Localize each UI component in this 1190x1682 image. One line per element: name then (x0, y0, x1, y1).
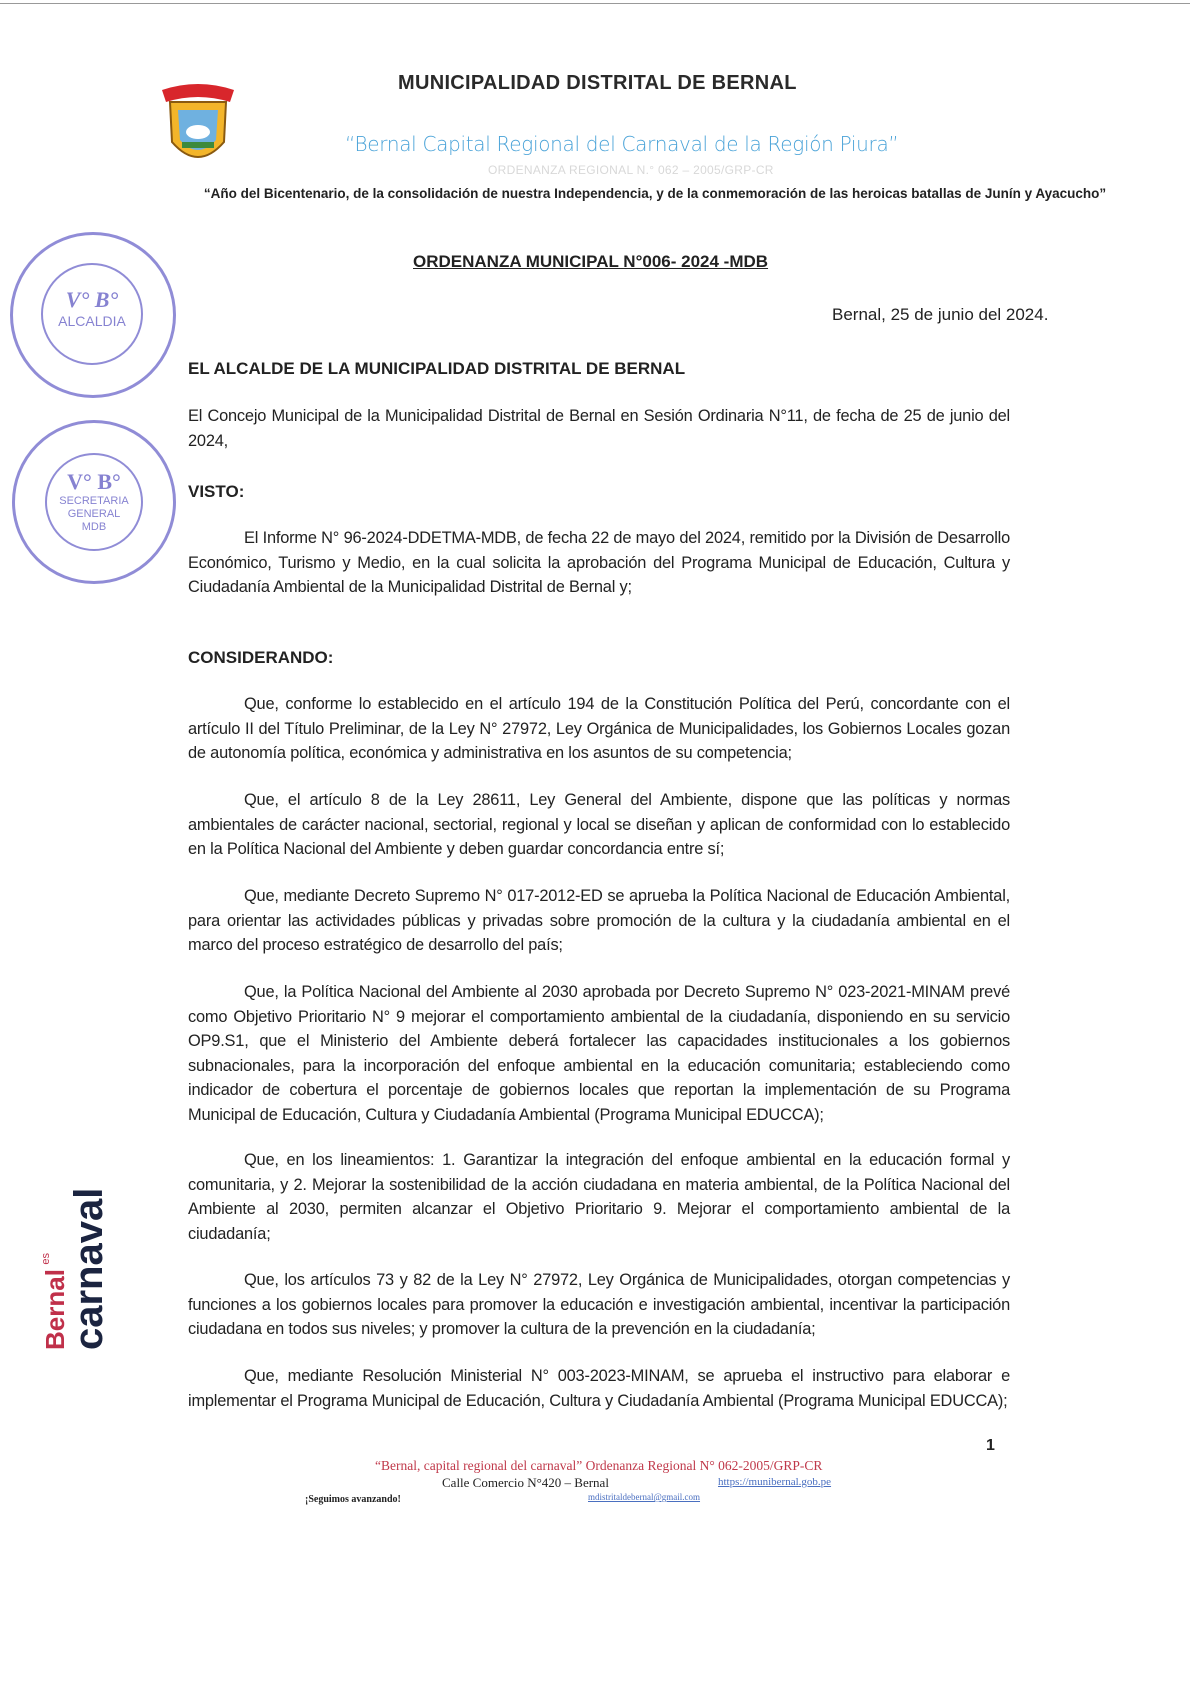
scan-edge-line (0, 3, 1190, 4)
intro-paragraph: El Concejo Municipal de la Municipalidad Distrital de Bernal en Sesión Ordinaria N°11, de fecha de 25 de junio del 2024, (188, 407, 1010, 450)
considerando-paragraph: Que, en los lineamientos: 1. Garantizar la integración del enfoque ambiental en la educación formal y comunitaria, y 2. Mejorar la sostenibilidad de la acción ciudadana en materia ambiental, de la Política Nacional del Ambiente al 2030, permiten alcanzar el Objetivo Prioritario 9. Mejorar el comportamiento ambiental de la ciudadanía; (188, 1151, 1010, 1243)
stamp-vobo: V° B° (67, 469, 121, 494)
stamp-label: SECRETARIA GENERAL MDB (59, 495, 129, 533)
visto-heading: VISTO: (188, 482, 245, 501)
municipal-crest-logo (158, 80, 238, 172)
considerando-heading: CONSIDERANDO: (188, 648, 334, 667)
considerando-paragraph: Que, los artículos 73 y 82 de la Ley N° 27972, Ley Orgánica de Municipalidades, otorgan competencias y funciones a los gobiernos locales para promover la educación e investigación ambiental, incentivar la participación ciudadana en todos sus niveles; y promover la cultura de la prevención en la ciudadanía; (188, 1271, 1010, 1338)
side-logo-es: es (40, 1253, 52, 1265)
considerando-paragraph: Que, la Política Nacional del Ambiente al 2030 aprobada por Decreto Supremo N° 023-2021-MINAM prevé como Objetivo Prioritario N° 9 mejorar el comportamiento ambiental de la ciudadanía, disponiendo en su servicio OP9.S1, que el Ministerio del Ambiente deberá fortalecer las capacidades institucionales a los gobiernos subnacionales, para la incorporación del enfoque ambiental en la educación comunitaria; estableciendo como indicador de cobertura el porcentaje de gobiernos locales que reportan la implementación de su Programa Municipal de Educación, Cultura y Ciudadanía Ambiental (Programa Municipal EDUCCA); (188, 983, 1010, 1124)
considerando-paragraph: Que, mediante Decreto Supremo N° 017-2012-ED se aprueba la Política Nacional de Educación Ambiental, para orientar las actividades públicas y privadas sobre promoción de la cultura y la ciudadanía ambiental en el marco del proceso estratégico de desarrollo del país; (188, 887, 1010, 954)
considerando-paragraph: Que, conforme lo establecido en el artículo 194 de la Constitución Política del Perú, concordante con el artículo II del Título Preliminar, de la Ley N° 27972, Ley Orgánica de Municipalidades, los Gobiernos Locales gozan de autonomía política, económica y administrativa en los asuntos de su competencia; (188, 695, 1010, 762)
visto-paragraph: El Informe N° 96-2024-DDETMA-MDB, de fecha 22 de mayo del 2024, remitido por la División de Desarrollo Económico, Turismo y Medio, en la cual solicita la aprobación del Programa Municipal de Educación, Cultura y Ciudadanía Ambiental de la Municipalidad Distrital de Bernal y; (188, 529, 1010, 596)
document-date: Bernal, 25 de junio del 2024. (832, 305, 1049, 324)
header-tagline: “Bernal Capital Regional del Carnaval de la Región Piura” (345, 132, 899, 156)
considerando-paragraph: Que, mediante Resolución Ministerial N° 003-2023-MINAM, se aprueba el instructivo para elaborar e implementar el Programa Municipal de Educación, Cultura y Ciudadanía Ambiental (Programa Municipal EDUCCA); (188, 1367, 1010, 1410)
alcaldia-stamp (10, 232, 176, 398)
footer-ordinance-line: “Bernal, capital regional del carnaval” Ordenanza Regional N° 062-2005/GRP-CR (375, 1458, 823, 1473)
side-logo-bernal: Bernal (40, 1269, 70, 1350)
bernal-carnaval-side-logo (40, 1187, 111, 1350)
stamp-vobo: V° B° (65, 287, 119, 312)
year-motto: “Año del Bicentenario, de la consolidación de nuestra Independencia, y de la conmemoración de las heroicas batallas de Junín y Ayacucho” (203, 186, 1107, 201)
issuer-heading: EL ALCALDE DE LA MUNICIPALIDAD DISTRITAL DE BERNAL (188, 359, 686, 378)
considerando-paragraph: Que, el artículo 8 de la Ley 28611, Ley General del Ambiente, dispone que las políticas y normas ambientales de carácter nacional, sectorial, regional y local se diseñan y aplican de conformidad con lo establecido en la Política Nacional del Ambiente y deben guardar concordancia entre sí; (188, 791, 1010, 858)
secretaria-stamp (12, 420, 176, 584)
regional-ordinance-note: ORDENANZA REGIONAL N.° 062 – 2005/GRP-CR (488, 163, 774, 177)
stamp-label: ALCALDIA (58, 313, 126, 329)
footer-website-link[interactable]: https://munibernal.gob.pe (718, 1476, 832, 1488)
page-number: 1 (986, 1437, 995, 1454)
side-logo-carnaval: carnaval (67, 1187, 111, 1350)
ordinance-title: ORDENANZA MUNICIPAL N°006- 2024 -MDB (413, 252, 769, 271)
footer-address: Calle Comercio N°420 – Bernal (442, 1475, 609, 1490)
footer-email-link[interactable]: mdistritaldebernal@gmail.com (588, 1492, 701, 1502)
footer-slogan: ¡Seguimos avanzando! (305, 1494, 401, 1505)
institution-name: MUNICIPALIDAD DISTRITAL DE BERNAL (398, 72, 797, 94)
